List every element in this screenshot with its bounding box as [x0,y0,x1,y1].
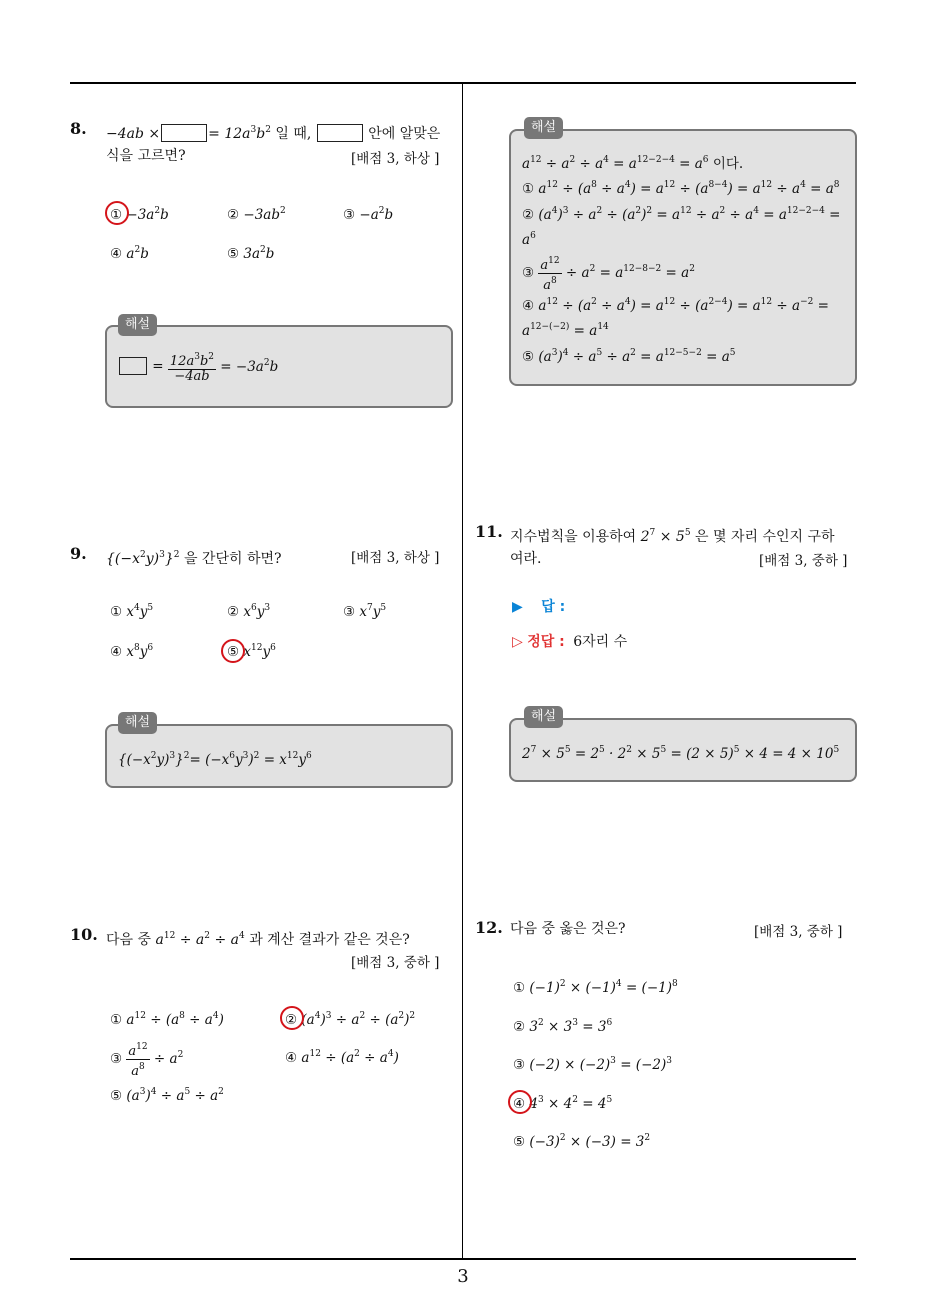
q11-number: 11. [475,522,503,541]
q8-number: 8. [70,119,87,138]
q8-choice-3[interactable]: ③ $-a^2b$ [343,206,394,223]
q10-solution-line-3: ② $(a^4)^3 \div a^2 \div (a^2)^2 = a^{12} \div a^2 \div a^4 = a^{12-2-4}$ = [522,206,841,223]
q12-answer-mark [508,1090,532,1114]
q10-solution-line-4: $a^6$ [522,231,536,248]
q8-grade: [배점 3, 하상 ] [351,151,440,167]
q9-choice-2[interactable]: ② $x^6y^3$ [227,603,271,620]
q10-solution-line-6: ④ $a^{12} \div (a^2 \div a^4) = a^{12} \div (a^{2-4}) = a^{12} \div a^{-2}$ = [522,297,829,314]
q8-line1: −4ab × = $12a^3b^2$ 일 때, 안에 알맞은 [106,125,441,142]
q10-text: 다음 중 $a^{12} \div a^2 \div a^4$ 과 계산 결과가 같은 것은? [106,931,410,948]
q10-choice-2[interactable]: ② $(a^4)^3 \div a^2 \div (a^2)^2$ [285,1011,416,1028]
q10-solution-tag: 해설 [524,117,563,139]
q9-text: $\{(-x^2y)^3\}^2$ 을 간단히 하면? [106,550,282,567]
q12-choice-1[interactable]: ① $(-1)^2 \times (-1)^4 = (-1)^8$ [513,979,678,996]
q8-answer-mark [105,201,129,225]
q11-answer-row [512,596,565,616]
q9-solution-text: $\{(-x^2y)^3\}^2= (-x^6y^3)^2 = x^{12}y^6$ [118,751,312,768]
q8-choice-1[interactable]: ① $-3a^2b$ [110,206,169,223]
q10-solution-line-7: $a^{12-(-2)} = a^{14}$ [522,322,609,339]
q9-choice-3[interactable]: ③ $x^7y^5$ [343,603,387,620]
q8-choice-2[interactable]: ② $-3ab^2$ [227,206,286,223]
q9-choice-1[interactable]: ① $x^4y^5$ [110,603,154,620]
q11-solution-text: $2^7 \times 5^5 = 2^5 \cdot 2^2 \times 5^5 = (2 \times 5)^5 \times 4 = 4 \times 10^5$ [522,745,840,762]
q11-answer-label: 답 : [541,599,566,615]
q11-solution-tag: 해설 [524,706,563,728]
q11-correct-value: 6자리 수 [573,634,628,650]
q8-blank-box-2 [317,124,363,142]
q11-correct-label: 정답 : [527,634,565,650]
page-number: 3 [457,1266,469,1287]
q12-choice-3[interactable]: ③ $(-2) \times (-2)^3 = (-2)^3$ [513,1056,672,1073]
q10-solution-line-2: ① $a^{12} \div (a^8 \div a^4) = a^{12} \div (a^{8-4}) = a^{12} \div a^4 = a^8$ [522,180,840,197]
q10-solution-line-8: ⑤ $(a^3)^4 \div a^5 \div a^2 = a^{12-5-2} = a^5$ [522,348,736,365]
q10-choice-4[interactable]: ④ $a^{12} \div (a^2 \div a^4)$ [285,1049,399,1066]
q12-choice-5[interactable]: ⑤ $(-3)^2 \times (-3) = 3^2$ [513,1133,651,1150]
q8-blank-box [161,124,207,142]
q12-choice-2[interactable]: ② $3^2 \times 3^3 = 3^6$ [513,1018,613,1035]
q9-number: 9. [70,544,87,563]
q9-grade: [배점 3, 하상 ] [351,550,440,566]
q11-line1: 지수법칙을 이용하여 $2^7 \times 5^5$ 은 몇 자리 수인지 구하 [510,528,835,545]
outline-triangle-icon: ▷ [512,634,523,650]
q9-solution-tag: 해설 [118,712,157,734]
q11-correct-row [512,631,627,651]
q8-choice-4[interactable]: ④ $a^2b$ [110,245,149,262]
q10-grade: [배점 3, 중하 ] [351,955,440,971]
q12-text: 다음 중 옳은 것은? [510,921,626,937]
q12-number: 12. [475,918,503,937]
q11-line2: 여라. [510,551,542,567]
column-divider [462,83,463,1260]
q10-choice-5[interactable]: ⑤ $(a^3)^4 \div a^5 \div a^2$ [110,1087,224,1104]
q9-answer-mark [221,639,245,663]
q9-choice-4[interactable]: ④ $x^8y^6$ [110,643,154,660]
q8-choice-5[interactable]: ⑤ $3a^2b$ [227,245,275,262]
q10-choice-3[interactable]: ③ $\frac{a^{12}}{a^8}$ ÷ $a^2$ [110,1042,184,1079]
filled-triangle-icon: ▶ [512,599,523,615]
q12-grade: [배점 3, 중하 ] [754,924,843,940]
q10-solution-line-1: $a^{12} \div a^2 \div a^4 = a^{12-2-4} = a^6$ 이다. [522,155,744,172]
bottom-rule [70,1258,856,1260]
q8-solution-tag: 해설 [118,314,157,336]
q10-solution-line-5: ③ $\frac{a^{12}}{a^8}$ ÷ $a^2 = a^{12-8-2} = a^2$ [522,256,695,293]
q10-number: 10. [70,925,98,944]
q8-solution-text: = $\frac{12a^3b^2}{-4ab}$ = $-3a^2b$ [118,350,278,384]
q12-choice-4[interactable]: ④ $4^3 \times 4^2 = 4^5$ [513,1095,613,1112]
q10-answer-mark [280,1006,304,1030]
q9-choice-5[interactable]: ⑤ $x^{12}y^6$ [227,643,276,660]
q8-line2: 식을 고르면? [106,148,186,164]
q11-grade: [배점 3, 중하 ] [759,553,848,569]
q10-choice-1[interactable]: ① $a^{12} \div (a^8 \div a^4)$ [110,1011,224,1028]
